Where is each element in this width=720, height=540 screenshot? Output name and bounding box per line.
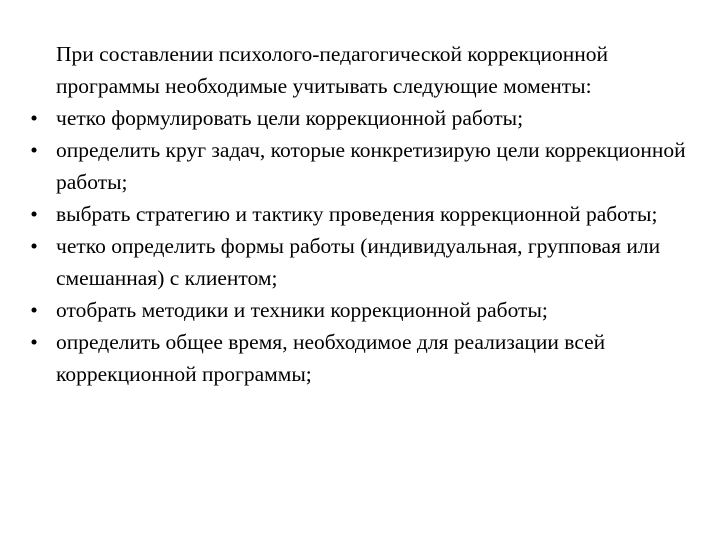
list-item — [26, 326, 706, 390]
list-item-text: определить общее время, необходимое для реализации всей коррекционной программы; — [56, 330, 606, 386]
list-item-text: определить круг задач, которые конкретизирую цели коррекционной работы; — [56, 138, 686, 194]
list-item — [26, 198, 706, 230]
bullet-icon: • — [30, 298, 38, 322]
intro-paragraph: При составлении психолого-педагогической коррекционной программы необходимые учитывать следующие моменты: — [56, 42, 609, 98]
list-item-text: выбрать стратегию и тактику проведения коррекционной работы; — [56, 202, 658, 226]
bullet-icon: • — [30, 330, 38, 354]
bullet-icon: • — [30, 202, 38, 226]
list-item-text: четко определить формы работы (индивидуальная, групповая или смешанная) с клиентом; — [56, 234, 661, 290]
list-item-text: отобрать методики и техники коррекционной работы; — [56, 298, 548, 322]
bullet-icon: • — [30, 138, 38, 162]
list-item — [26, 230, 706, 294]
list-item — [26, 134, 706, 198]
slide-content — [26, 38, 706, 390]
bullet-list — [26, 102, 706, 390]
list-item — [26, 102, 706, 134]
list-item-text: четко формулировать цели коррекционной работы; — [56, 106, 524, 130]
list-item — [26, 294, 706, 326]
bullet-icon: • — [30, 106, 38, 130]
bullet-icon: • — [30, 234, 38, 258]
